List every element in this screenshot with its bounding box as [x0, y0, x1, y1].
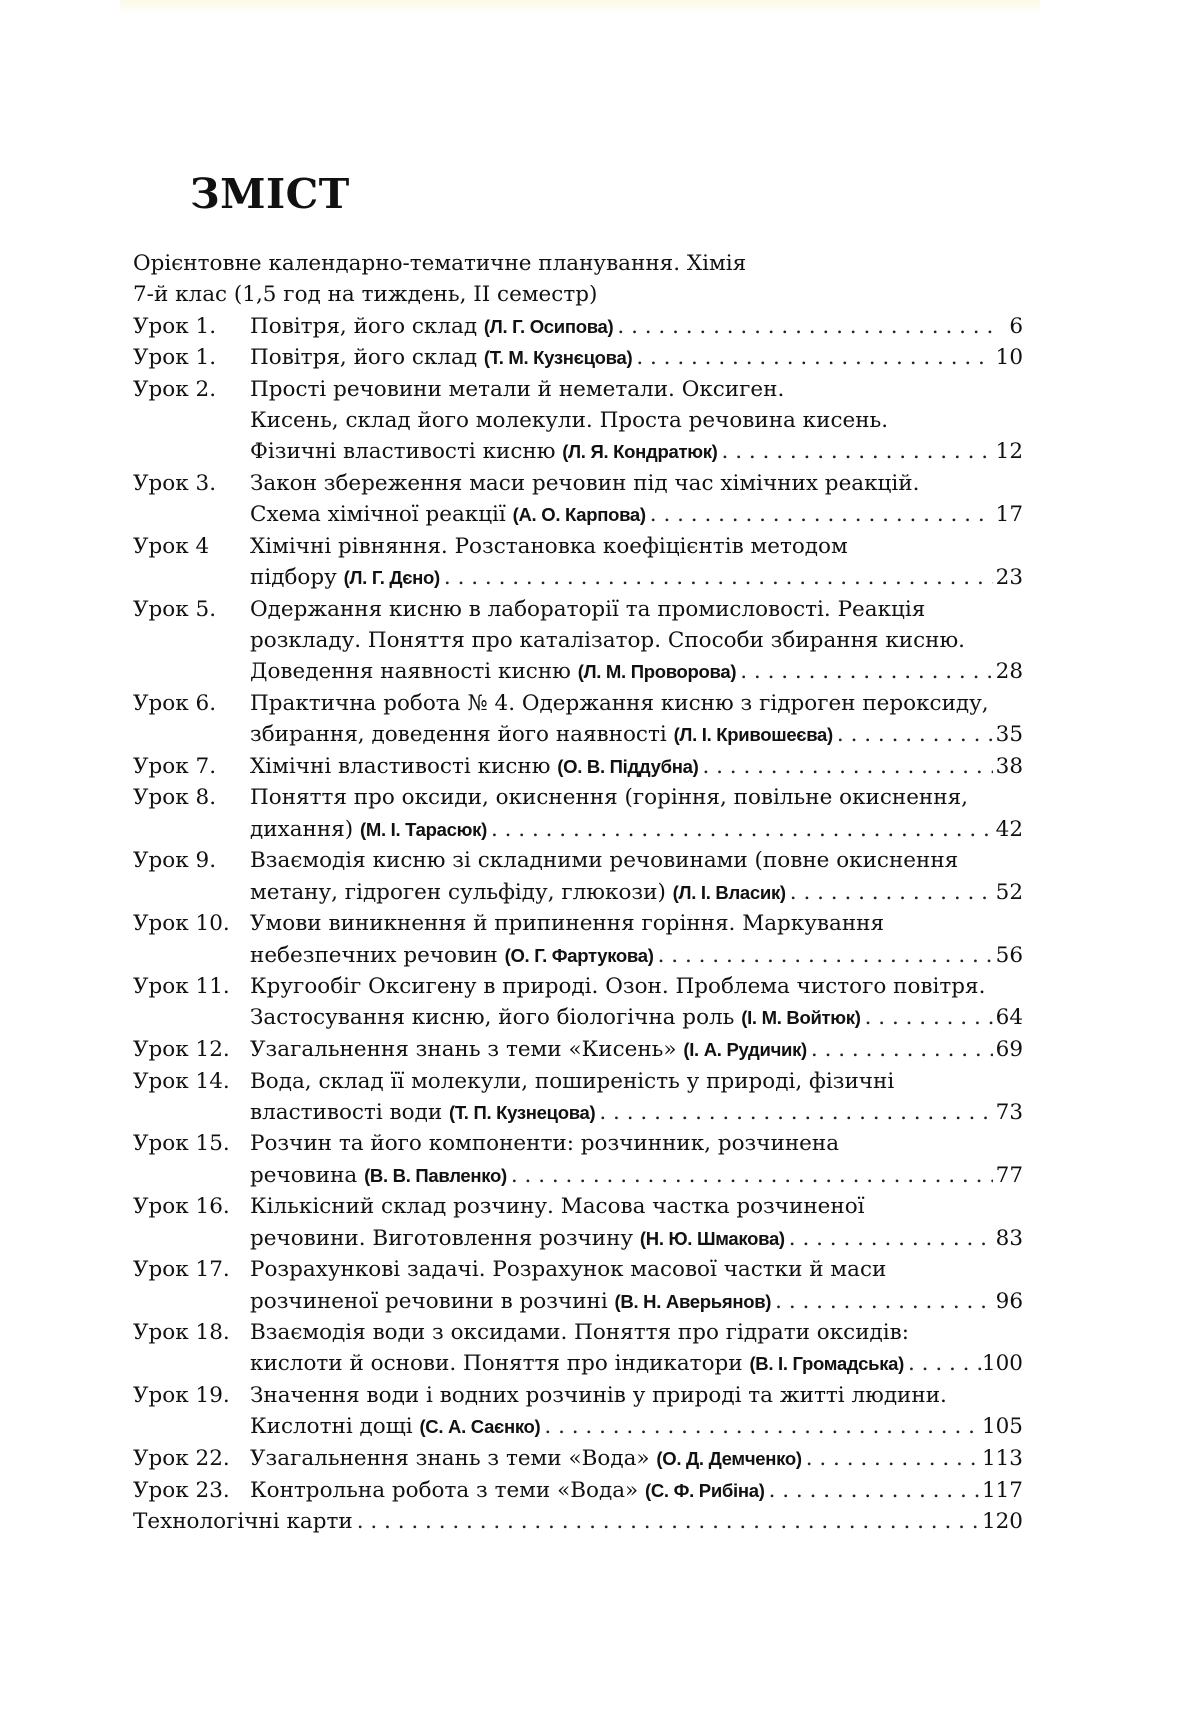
dot-leader — [487, 814, 993, 845]
topic-line: речовини. Виготовлення розчину — [250, 1225, 640, 1251]
page-number: 6 — [1009, 313, 1023, 339]
toc-entry[interactable] — [133, 1128, 1023, 1191]
lesson-number: Урок 18. — [133, 1320, 230, 1346]
topic-last-line — [250, 719, 1023, 750]
topic-last-line — [250, 751, 1023, 782]
lesson-topic — [250, 468, 1023, 531]
topic-line: Застосування кисню, його біологічна роль — [250, 1005, 742, 1031]
topic-last-line — [250, 1286, 1023, 1317]
lesson-number: Урок 16. — [133, 1194, 230, 1220]
toc-entry[interactable] — [133, 688, 1023, 751]
topic-text — [250, 342, 632, 373]
dot-leader — [353, 1506, 982, 1537]
lesson-topic — [250, 751, 1023, 782]
toc-entry[interactable] — [133, 594, 1023, 688]
topic-last-line — [250, 499, 1023, 530]
page-number: 113 — [981, 1445, 1023, 1471]
dot-leader — [771, 1286, 993, 1317]
lesson-number: Урок 7. — [133, 753, 217, 779]
dot-leader — [802, 1443, 982, 1474]
lesson-number: Урок 5. — [133, 596, 217, 622]
intro-line: 7-й клас (1,5 год на тиждень, ІІ семестр) — [133, 282, 598, 308]
toc-entry[interactable] — [133, 845, 1023, 908]
topic-line: Прості речовини метали й неметали. Оксиген. — [250, 376, 785, 402]
topic-last-line — [250, 1223, 1023, 1254]
toc-entry[interactable] — [133, 1066, 1023, 1129]
page-number: 73 — [995, 1099, 1023, 1125]
toc-entry[interactable] — [133, 1034, 1023, 1065]
dot-leader — [595, 1097, 993, 1128]
topic-line: кислоти й основи. Поняття про індикатори — [250, 1351, 750, 1377]
topic-text — [250, 562, 440, 593]
dot-leader — [718, 436, 993, 467]
toc-entry[interactable] — [133, 751, 1023, 782]
topic-line: речовина — [250, 1162, 365, 1188]
author-name: (А. О. Карпова) — [512, 504, 646, 526]
dot-leader — [646, 499, 993, 530]
topic-line: Взаємодія кисню зі складними речовинами (повне окиснення — [250, 848, 959, 874]
topic-line: Розчин та його компоненти: розчинник, розчинена — [250, 1131, 840, 1157]
author-name: (С. А. Саєнко) — [419, 1416, 541, 1438]
page-number: 56 — [995, 942, 1023, 968]
topic-line: Узагальнення знань з теми «Кисень» — [250, 1036, 684, 1062]
topic-line: Розрахункові задачі. Розрахунок масової частки й маси — [250, 1257, 887, 1283]
topic-line: дихання) — [250, 816, 360, 842]
dot-leader — [785, 1223, 993, 1254]
author-name: (Т. П. Кузнецова) — [449, 1101, 596, 1123]
topic-last-line — [250, 1348, 1023, 1379]
dot-leader — [507, 1160, 993, 1191]
lesson-topic — [250, 1191, 1023, 1254]
lesson-number: Урок 8. — [133, 785, 217, 811]
author-name: (Л. М. Проворова) — [577, 661, 737, 683]
dot-leader — [833, 719, 993, 750]
lesson-number: Урок 2. — [133, 376, 217, 402]
page-number: 28 — [995, 659, 1023, 685]
lesson-topic — [250, 908, 1023, 971]
lesson-topic — [250, 1443, 1023, 1474]
author-name: (Л. І. Кривошеєва) — [673, 724, 833, 746]
topic-text — [250, 499, 646, 530]
author-name: (С. Ф. Рибіна) — [645, 1479, 765, 1501]
author-name: (В. Н. Аверьянов) — [614, 1290, 772, 1312]
topic-line: підбору — [250, 565, 344, 591]
dot-leader — [698, 751, 993, 782]
toc-entry[interactable] — [133, 1475, 1023, 1506]
page-number: 120 — [981, 1509, 1023, 1535]
topic-line: метану, гідроген сульфіду, глюкози) — [250, 879, 673, 905]
topic-text — [250, 1443, 802, 1474]
page-title: ЗМІСТ — [190, 170, 350, 218]
page-number: 17 — [995, 502, 1023, 528]
page-number: 10 — [995, 345, 1023, 371]
page-number: 69 — [995, 1036, 1023, 1062]
topic-line: Взаємодія води з оксидами. Поняття про гідрати оксидів: — [250, 1320, 909, 1346]
topic-line: Повітря, його склад — [250, 313, 484, 339]
dot-leader — [807, 1034, 993, 1065]
page-number: 42 — [995, 816, 1023, 842]
author-name: (Л. Я. Кондратюк) — [562, 441, 718, 463]
topic-line: Одержання кисню в лабораторії та промисловості. Реакція — [250, 596, 926, 622]
lesson-topic — [250, 1034, 1023, 1065]
topic-text — [250, 1223, 785, 1254]
dot-leader — [540, 1411, 982, 1442]
topic-last-line — [250, 1443, 1023, 1474]
author-name: (Л. Г. Дєно) — [343, 567, 440, 589]
topic-line: Хімічні властивості кисню — [250, 753, 558, 779]
topic-last-line — [250, 656, 1023, 687]
lesson-number: Урок 17. — [133, 1257, 230, 1283]
lesson-topic — [250, 1128, 1023, 1191]
toc-entry[interactable] — [133, 311, 1023, 342]
topic-text — [250, 311, 613, 342]
author-name: (М. І. Тарасюк) — [359, 818, 487, 840]
page-number: 117 — [981, 1477, 1023, 1503]
page-number: 83 — [995, 1225, 1023, 1251]
toc-entry[interactable] — [133, 782, 1023, 845]
topic-text — [250, 656, 736, 687]
page-number: 100 — [981, 1351, 1023, 1377]
topic-line: Узагальнення знань з теми «Вода» — [250, 1445, 657, 1471]
topic-text — [250, 1097, 595, 1128]
table-of-contents-page — [133, 168, 1023, 1537]
dot-leader — [440, 562, 993, 593]
lesson-topic — [250, 342, 1023, 373]
author-name: (В. І. Громадська) — [749, 1353, 904, 1375]
topic-last-line — [250, 562, 1023, 593]
author-name: (В. В. Павленко) — [364, 1164, 507, 1186]
lesson-topic — [250, 1254, 1023, 1317]
topic-line: Схема хімічної реакції — [250, 502, 513, 528]
lesson-number: Урок 10. — [133, 911, 230, 937]
page-number: 23 — [995, 565, 1023, 591]
page-top-band — [120, 0, 1040, 14]
topic-text — [250, 719, 833, 750]
page-number: 96 — [995, 1288, 1023, 1314]
topic-text — [250, 877, 786, 908]
author-name: (І. А. Рудичик) — [683, 1038, 807, 1060]
lesson-number: Урок 1. — [133, 345, 217, 371]
topic-last-line — [250, 1160, 1023, 1191]
topic-last-line — [250, 311, 1023, 342]
lesson-topic — [250, 782, 1023, 845]
topic-last-line — [250, 877, 1023, 908]
topic-last-line — [250, 1475, 1023, 1506]
topic-last-line — [250, 1034, 1023, 1065]
topic-line: властивості води — [250, 1099, 449, 1125]
page-number: 77 — [995, 1162, 1023, 1188]
lesson-number: Урок 22. — [133, 1445, 230, 1471]
toc-entry[interactable] — [133, 1380, 1023, 1443]
topic-line: збирання, доведення його наявності — [250, 722, 674, 748]
toc-entry[interactable] — [133, 531, 1023, 594]
toc-entry[interactable] — [133, 1254, 1023, 1317]
topic-line: Фізичні властивості кисню — [250, 439, 563, 465]
dot-leader — [786, 877, 993, 908]
topic-text — [250, 1348, 904, 1379]
topic-line: Закон збереження маси речовин під час хімічних реакцій. — [250, 470, 920, 496]
author-name: (І. М. Войтюк) — [741, 1007, 861, 1029]
lesson-topic — [250, 374, 1023, 468]
topic-text — [250, 940, 654, 971]
topic-text — [250, 1286, 771, 1317]
topic-line: Кругообіг Оксигену в природі. Озон. Проблема чистого повітря. — [250, 974, 986, 1000]
topic-line: Кислотні дощі — [250, 1414, 420, 1440]
page-number: 64 — [995, 1005, 1023, 1031]
topic-text — [250, 1002, 861, 1033]
topic-text — [250, 1160, 507, 1191]
page-number: 35 — [995, 722, 1023, 748]
toc-entry[interactable] — [133, 468, 1023, 531]
toc-entry[interactable] — [133, 1443, 1023, 1474]
dot-leader — [861, 1002, 993, 1033]
author-name: (Н. Ю. Шмакова) — [639, 1227, 785, 1249]
toc-entry[interactable] — [133, 1191, 1023, 1254]
toc-entry-technological-maps[interactable] — [133, 1506, 1023, 1537]
toc-entry[interactable] — [133, 908, 1023, 971]
author-name: (Л. Г. Осипова) — [483, 315, 614, 337]
dot-leader — [654, 940, 993, 971]
topic-last-line — [250, 436, 1023, 467]
topic-last-line — [250, 814, 1023, 845]
topic-text — [250, 436, 718, 467]
lesson-topic — [250, 311, 1023, 342]
topic-line: Кисень, склад його молекули. Проста речовина кисень. — [250, 408, 889, 434]
dot-leader — [736, 656, 993, 687]
topic-last-line — [250, 1002, 1023, 1033]
lesson-topic — [250, 1475, 1023, 1506]
lesson-topic — [250, 1380, 1023, 1443]
page-number: 38 — [995, 753, 1023, 779]
topic-line: небезпечних речовин — [250, 942, 505, 968]
lesson-topic — [250, 688, 1023, 751]
lesson-number: Урок 4 — [133, 533, 210, 559]
toc-entry[interactable] — [133, 971, 1023, 1034]
lesson-number: Урок 11. — [133, 974, 230, 1000]
page-number: 105 — [981, 1414, 1023, 1440]
topic-text — [250, 1411, 540, 1442]
lesson-number: Урок 14. — [133, 1068, 230, 1094]
topic-text — [250, 1034, 807, 1065]
toc-list — [133, 311, 1023, 1506]
toc-intro — [133, 248, 1023, 311]
topic-text — [250, 1475, 765, 1506]
topic-last-line — [250, 342, 1023, 373]
topic-line: розчиненої речовини в розчині — [250, 1288, 615, 1314]
toc-entry-label: Технологічні карти — [133, 1509, 353, 1535]
lesson-topic — [250, 531, 1023, 594]
toc-entry[interactable] — [133, 342, 1023, 373]
author-name: (Т. М. Кузнєцова) — [483, 347, 633, 369]
lesson-number: Урок 19. — [133, 1383, 230, 1409]
lesson-topic — [250, 1317, 1023, 1380]
author-name: (О. Г. Фартукова) — [504, 944, 654, 966]
lesson-number: Урок 12. — [133, 1036, 230, 1062]
author-name: (О. В. Піддубна) — [557, 755, 699, 777]
toc-entry[interactable] — [133, 1317, 1023, 1380]
author-name: (Л. І. Власик) — [672, 881, 786, 903]
lesson-number: Урок 6. — [133, 690, 217, 716]
lesson-number: Урок 15. — [133, 1131, 230, 1157]
topic-line: Вода, склад її молекули, поширеність у природі, фізичні — [250, 1068, 895, 1094]
lesson-number: Урок 1. — [133, 313, 217, 339]
author-name: (О. Д. Демченко) — [656, 1447, 802, 1469]
dot-leader — [765, 1475, 982, 1506]
intro-line: Орієнтовне календарно-тематичне планування. Хімія — [133, 251, 747, 276]
lesson-topic — [250, 971, 1023, 1034]
topic-line: Значення води і водних розчинів у природі та житті людини. — [250, 1383, 947, 1409]
lesson-number: Урок 23. — [133, 1477, 230, 1503]
topic-last-line — [250, 1411, 1023, 1442]
lesson-topic — [250, 845, 1023, 908]
topic-last-line — [250, 940, 1023, 971]
lesson-topic — [250, 1066, 1023, 1129]
topic-line: Хімічні рівняння. Розстановка коефіцієнтів методом — [250, 533, 848, 559]
topic-line: Умови виникнення й припинення горіння. Маркування — [250, 911, 885, 937]
lesson-number: Урок 9. — [133, 848, 217, 874]
page-number: 12 — [995, 439, 1023, 465]
lesson-number: Урок 3. — [133, 470, 217, 496]
dot-leader — [632, 342, 993, 373]
dot-leader — [904, 1348, 982, 1379]
topic-line: Практична робота № 4. Одержання кисню з гідроген пероксиду, — [250, 690, 989, 716]
page-number: 52 — [995, 879, 1023, 905]
topic-text — [250, 751, 698, 782]
topic-line: Поняття про оксиди, окиснення (горіння, повільне окиснення, — [250, 785, 968, 811]
dot-leader — [613, 311, 993, 342]
topic-line: Повітря, його склад — [250, 345, 484, 371]
topic-text — [250, 814, 487, 845]
topic-line: Контрольна робота з теми «Вода» — [250, 1477, 646, 1503]
lesson-topic — [250, 594, 1023, 688]
topic-line: Кількісний склад розчину. Масова частка розчиненої — [250, 1194, 865, 1220]
toc-entry[interactable] — [133, 374, 1023, 468]
topic-line: розкладу. Поняття про каталізатор. Способи збирання кисню. — [250, 628, 966, 654]
topic-line: Доведення наявності кисню — [250, 659, 578, 685]
topic-last-line — [250, 1097, 1023, 1128]
